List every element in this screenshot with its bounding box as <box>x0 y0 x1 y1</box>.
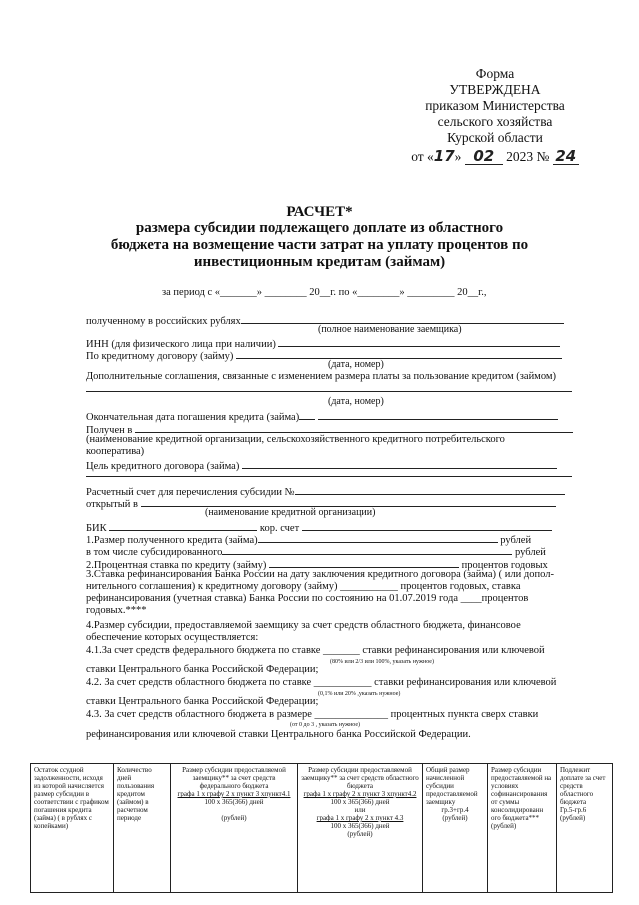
document-subtitle-3: инвестиционным кредитам (займам) <box>193 254 446 270</box>
borrower-caption: (полное наименование заемщика) <box>318 324 462 335</box>
table-row <box>31 764 613 893</box>
bank-name-caption-1: (наименование кредитной организации, сельскохозяйственного кредитного потребительского <box>86 434 505 445</box>
column-days: Количество дней пользования кредитом (займом) в расчетном периоде <box>114 764 171 893</box>
item-4-3-end: рефинансирования или ключевой ставки Центрального банка Российской Федерации. <box>86 729 471 740</box>
approval-block <box>380 66 610 165</box>
item-3-line-2: нительного соглашения) к кредитному договору (займу) ___________ процентов годовых, ставка <box>86 581 521 592</box>
form-label: Форма <box>475 66 515 81</box>
item-4-1-end: ставки Центрального банка Российской Федерации; <box>86 664 319 675</box>
item-4-2-note: (0,1% или 20% ,указать нужное) <box>318 691 401 697</box>
item-4-1-note: (80% или 2/3 или 100%, указать нужное) <box>330 659 434 665</box>
purpose-underline <box>86 476 572 477</box>
item-2-line: 2.Процентная ставка по кредиту (займу) процентов годовых <box>86 557 548 572</box>
opened-caption: (наименование кредитной организации) <box>205 507 376 518</box>
document-subtitle-2: бюджета на возмещение части затрат на уплату процентов по <box>110 237 529 253</box>
opened-line: открытый в <box>86 496 556 511</box>
item-4-2-line: 4.2. За счет средств областного бюджета по ставке ___________ ставки рефинансирования или ключевой <box>86 677 557 688</box>
document-subtitle-1: размера субсидии подлежащего доплате из областного <box>135 220 504 236</box>
item-4-2-end: ставки Центрального банка Российской Федерации; <box>86 696 319 707</box>
contract-caption: (дата, номер) <box>328 359 384 370</box>
handwritten-month: 02 <box>465 148 503 165</box>
item-4-line-1: 4.Размер субсидии, предоставляемой заемщику за счет средств областного бюджета, финансовое <box>86 620 521 631</box>
additional-caption: (дата, номер) <box>328 396 384 407</box>
final-date-line: Окончательная дата погашения кредита (займа) <box>86 409 558 424</box>
borrower-line: полученному в российских рублях <box>86 313 564 328</box>
column-to-pay: Подлежит доплате за счет средств областного бюджета Гр.5-гр.6 (рублей) <box>557 764 613 893</box>
item-1b-line: в том числе субсидированного рублей <box>86 544 546 559</box>
item-4-3-note: (от 0 до 3 , указать нужное) <box>290 722 361 728</box>
approved-label: УТВЕРЖДЕНА <box>449 82 541 97</box>
item-1-line: 1.Размер полученного кредита (займа) рублей <box>86 532 531 547</box>
order-line-3: Курской области <box>447 130 543 145</box>
purpose-line: Цель кредитного договора (займа) <box>86 458 557 473</box>
order-line-2: сельского хозяйства <box>437 114 553 129</box>
column-cofinancing: Размер субсидии предоставляемой на условиях софинансирования от суммы консолидированн ого бюджета*** (рублей) <box>488 764 557 893</box>
item-3-line-4: годовых.**** <box>86 605 147 616</box>
additional-underline <box>86 391 572 392</box>
column-federal-subsidy: Размер субсидии предоставляемой заемщику** за счет средств федерального бюджета графа 1 х графу 2 х пункт 3 хпункт4.1 100 х 365(366) дней (рублей) <box>171 764 298 893</box>
handwritten-number: 24 <box>553 148 579 165</box>
order-date: от «17» 02 2023 № 24 <box>380 148 610 165</box>
item-4-3-line: 4.3. За счет средств областного бюджета в размере ______________ процентных пункта сверх ставки <box>86 709 539 720</box>
calculation-table <box>30 763 613 893</box>
column-regional-subsidy: Размер субсидии предоставляемой заемщику** за счет средств областного бюджета графа 1 х графу 2 х пункт 3 хпункт4.2 100 х 365(366) дней или графа 1 х графу 2 х пункт 4.3 100 х 365(366) дней (рублей) <box>298 764 423 893</box>
item-3-line-1: 3.Ставка рефинансирования Банка России на дату заключения кредитного договора (займа) ( или допол- <box>86 569 554 580</box>
account-line: Расчетный счет для перечисления субсидии № <box>86 484 565 499</box>
handwritten-day: 17 <box>433 147 455 165</box>
additional-line: Дополнительные соглашения, связанные с изменением размера платы за пользование кредитом (займом) <box>86 371 557 382</box>
bank-name-caption-2: кооператива) <box>86 446 145 457</box>
inn-line: ИНН (для физического лица при наличии) <box>86 336 560 351</box>
item-4-line-2: обеспечение которых осуществляется: <box>86 632 259 643</box>
received-in-line: Получен в <box>86 422 573 437</box>
document-title: РАСЧЕТ* <box>286 204 353 220</box>
contract-line: По кредитному договору (займу) <box>86 348 562 363</box>
item-3-line-3: рефинансирования (учетная ставка) Банка России по состоянию на 01.07.2019 года ____процентов <box>86 593 529 604</box>
bik-line: БИК кор. счет <box>86 520 552 535</box>
column-residual-debt: Остаток ссудной задолженности, исходя из которой начисляется размер субсидии в соответствии с графиком погашения кредита (займа) ( в рублях с копейками) <box>31 764 114 893</box>
column-total-subsidy: Общий размер начисленной субсидии предоставляемой заемщику гр.3+гр.4 (рублей) <box>423 764 488 893</box>
period-line: за период с «_______» ________ 20__г. по «________» _________ 20__г., <box>162 287 487 298</box>
item-4-1-line: 4.1.За счет средств федерального бюджета по ставке _______ ставки рефинансирования или ключевой <box>86 645 545 656</box>
order-line-1: приказом Министерства <box>425 98 565 113</box>
